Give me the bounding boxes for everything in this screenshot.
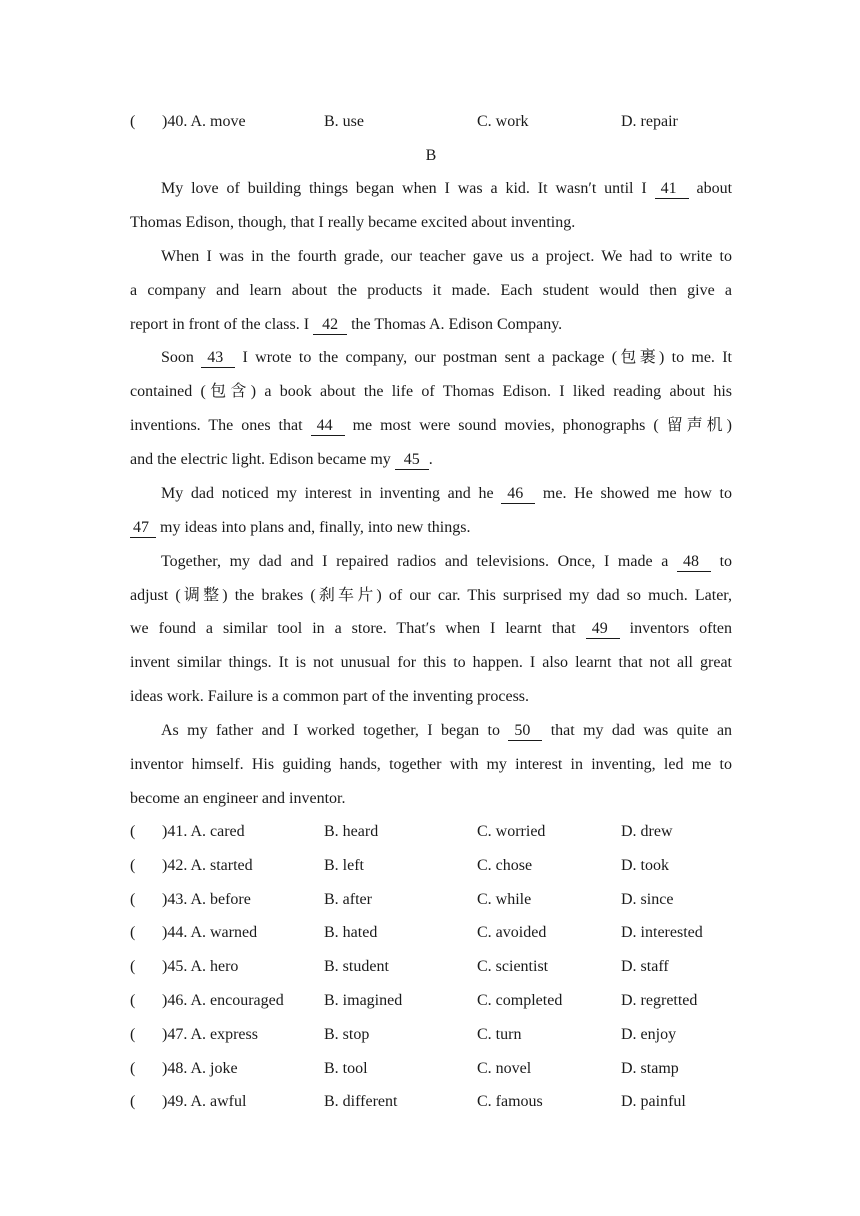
blank-48: 48	[677, 553, 711, 572]
answer-paren: (	[130, 1026, 136, 1043]
option-d: D. interested	[621, 924, 703, 941]
option-a: )46. A. encouraged	[162, 992, 284, 1009]
option-c: C. scientist	[477, 958, 549, 975]
option-c: C. while	[477, 891, 532, 908]
option-d: D. enjoy	[621, 1026, 677, 1043]
passage-line	[130, 617, 732, 641]
option-c: C. completed	[477, 992, 563, 1009]
answer-paren: (	[130, 992, 136, 1009]
passage-line	[130, 448, 732, 472]
option-b: B. imagined	[324, 992, 403, 1009]
passage-text: that my dad was quite an	[550, 722, 733, 739]
passage-text: we found a similar tool in a store. That′s when I learnt that	[130, 620, 576, 637]
answer-paren: (	[130, 823, 136, 840]
blank-50: 50	[508, 722, 542, 741]
option-a: )44. A. warned	[162, 924, 258, 941]
blank-49: 49	[586, 620, 620, 639]
option-a: )42. A. started	[162, 857, 253, 874]
option-b: B. stop	[324, 1026, 370, 1043]
option-c: C. avoided	[477, 924, 547, 941]
option-b: B. heard	[324, 823, 379, 840]
option-c: C. worried	[477, 823, 546, 840]
option-a: )49. A. awful	[162, 1093, 247, 1110]
option-c: C. turn	[477, 1026, 522, 1043]
question-row-48	[130, 1057, 750, 1081]
blank-44: 44	[311, 417, 345, 436]
passage-line	[130, 313, 732, 337]
answer-paren: (	[130, 1060, 136, 1077]
option-a: )45. A. hero	[162, 958, 239, 975]
option-a: )41. A. cared	[162, 823, 245, 840]
passage-text: inventors often	[629, 620, 733, 637]
passage-text: to	[719, 553, 733, 570]
passage-text: Together, my dad and I repaired radios and televisions. Once, I made a	[161, 553, 669, 570]
option-a: )40. A. move	[162, 113, 246, 130]
option-a: )43. A. before	[162, 891, 251, 908]
passage-line: contained (包含) a book about the life of Thomas Edison. I liked reading about his	[130, 383, 732, 400]
blank-41: 41	[655, 180, 689, 199]
passage-line: ideas work. Failure is a common part of the inventing process.	[130, 688, 530, 705]
passage-line	[161, 482, 732, 506]
option-c: C. novel	[477, 1060, 532, 1077]
option-d: D. since	[621, 891, 674, 908]
option-d: D. stamp	[621, 1060, 679, 1077]
passage-line: invent similar things. It is not unusual for this to happen. I also learnt that not all great	[130, 654, 732, 671]
option-d: D. painful	[621, 1093, 686, 1110]
option-b: B. hated	[324, 924, 378, 941]
option-d: D. repair	[621, 113, 678, 130]
question-row-44	[130, 921, 750, 945]
passage-line: inventor himself. His guiding hands, together with my interest in inventing, led me to	[130, 756, 732, 773]
passage-text: me. He showed me how to	[542, 485, 732, 502]
option-c: C. work	[477, 113, 529, 130]
passage-line: become an engineer and inventor.	[130, 790, 346, 807]
passage-line	[161, 177, 732, 201]
passage-text: My love of building things began when I was a kid. It wasn′t until I	[161, 180, 647, 197]
passage-line: When I was in the fourth grade, our teacher gave us a project. We had to write to	[161, 248, 732, 265]
answer-paren: (	[130, 1093, 136, 1110]
passage-line: a company and learn about the products it made. Each student would then give a	[130, 282, 732, 299]
section-heading: B	[425, 147, 437, 164]
passage-text: and the electric light. Edison became my	[130, 451, 391, 468]
question-row-49	[130, 1090, 750, 1114]
question-row-41	[130, 820, 750, 844]
option-b: B. different	[324, 1093, 398, 1110]
option-b: B. after	[324, 891, 372, 908]
passage-line: adjust (调整) the brakes (刹车片) of our car. This surprised my dad so much. Later,	[130, 587, 732, 604]
option-b: B. tool	[324, 1060, 368, 1077]
option-a: )47. A. express	[162, 1026, 258, 1043]
passage-text: the Thomas A. Edison Company.	[351, 316, 563, 333]
option-c: C. famous	[477, 1093, 543, 1110]
option-c: C. chose	[477, 857, 533, 874]
answer-paren: (	[130, 958, 136, 975]
option-b: B. use	[324, 113, 364, 130]
passage-line	[161, 719, 732, 743]
passage-text: I wrote to the company, our postman sent a package (包裹) to me. It	[242, 349, 733, 366]
question-row-45	[130, 955, 750, 979]
option-d: D. regretted	[621, 992, 698, 1009]
passage-text: my ideas into plans and, finally, into new things.	[160, 519, 471, 536]
option-d: D. took	[621, 857, 669, 874]
blank-45: 45	[395, 451, 429, 470]
blank-42: 42	[313, 316, 347, 335]
option-b: B. student	[324, 958, 389, 975]
answer-paren: (	[130, 113, 136, 130]
passage-text: Soon	[161, 349, 194, 366]
passage-text: .	[428, 451, 433, 468]
question-row-40	[130, 110, 750, 134]
question-row-46	[130, 989, 750, 1013]
option-a: )48. A. joke	[162, 1060, 238, 1077]
option-d: D. staff	[621, 958, 669, 975]
blank-46: 46	[501, 485, 535, 504]
blank-47: 47	[130, 519, 156, 538]
passage-text: As my father and I worked together, I began to	[161, 722, 500, 739]
passage-line	[130, 414, 732, 438]
passage-text: My dad noticed my interest in inventing and he	[161, 485, 494, 502]
passage-line	[161, 346, 732, 370]
passage-text: about	[696, 180, 733, 197]
question-row-42	[130, 854, 750, 878]
answer-paren: (	[130, 891, 136, 908]
passage-text: inventions. The ones that	[130, 417, 303, 434]
question-row-47	[130, 1023, 750, 1047]
question-row-43	[130, 888, 750, 912]
passage-text: report in front of the class. I	[130, 316, 310, 333]
passage-text: me most were sound movies, phonographs ( 留声机)	[352, 417, 733, 434]
passage-line	[161, 550, 732, 574]
option-b: B. left	[324, 857, 364, 874]
passage-line	[130, 516, 732, 540]
blank-43: 43	[201, 349, 235, 368]
answer-paren: (	[130, 924, 136, 941]
passage-line: Thomas Edison, though, that I really became excited about inventing.	[130, 214, 576, 231]
option-d: D. drew	[621, 823, 673, 840]
answer-paren: (	[130, 857, 136, 874]
